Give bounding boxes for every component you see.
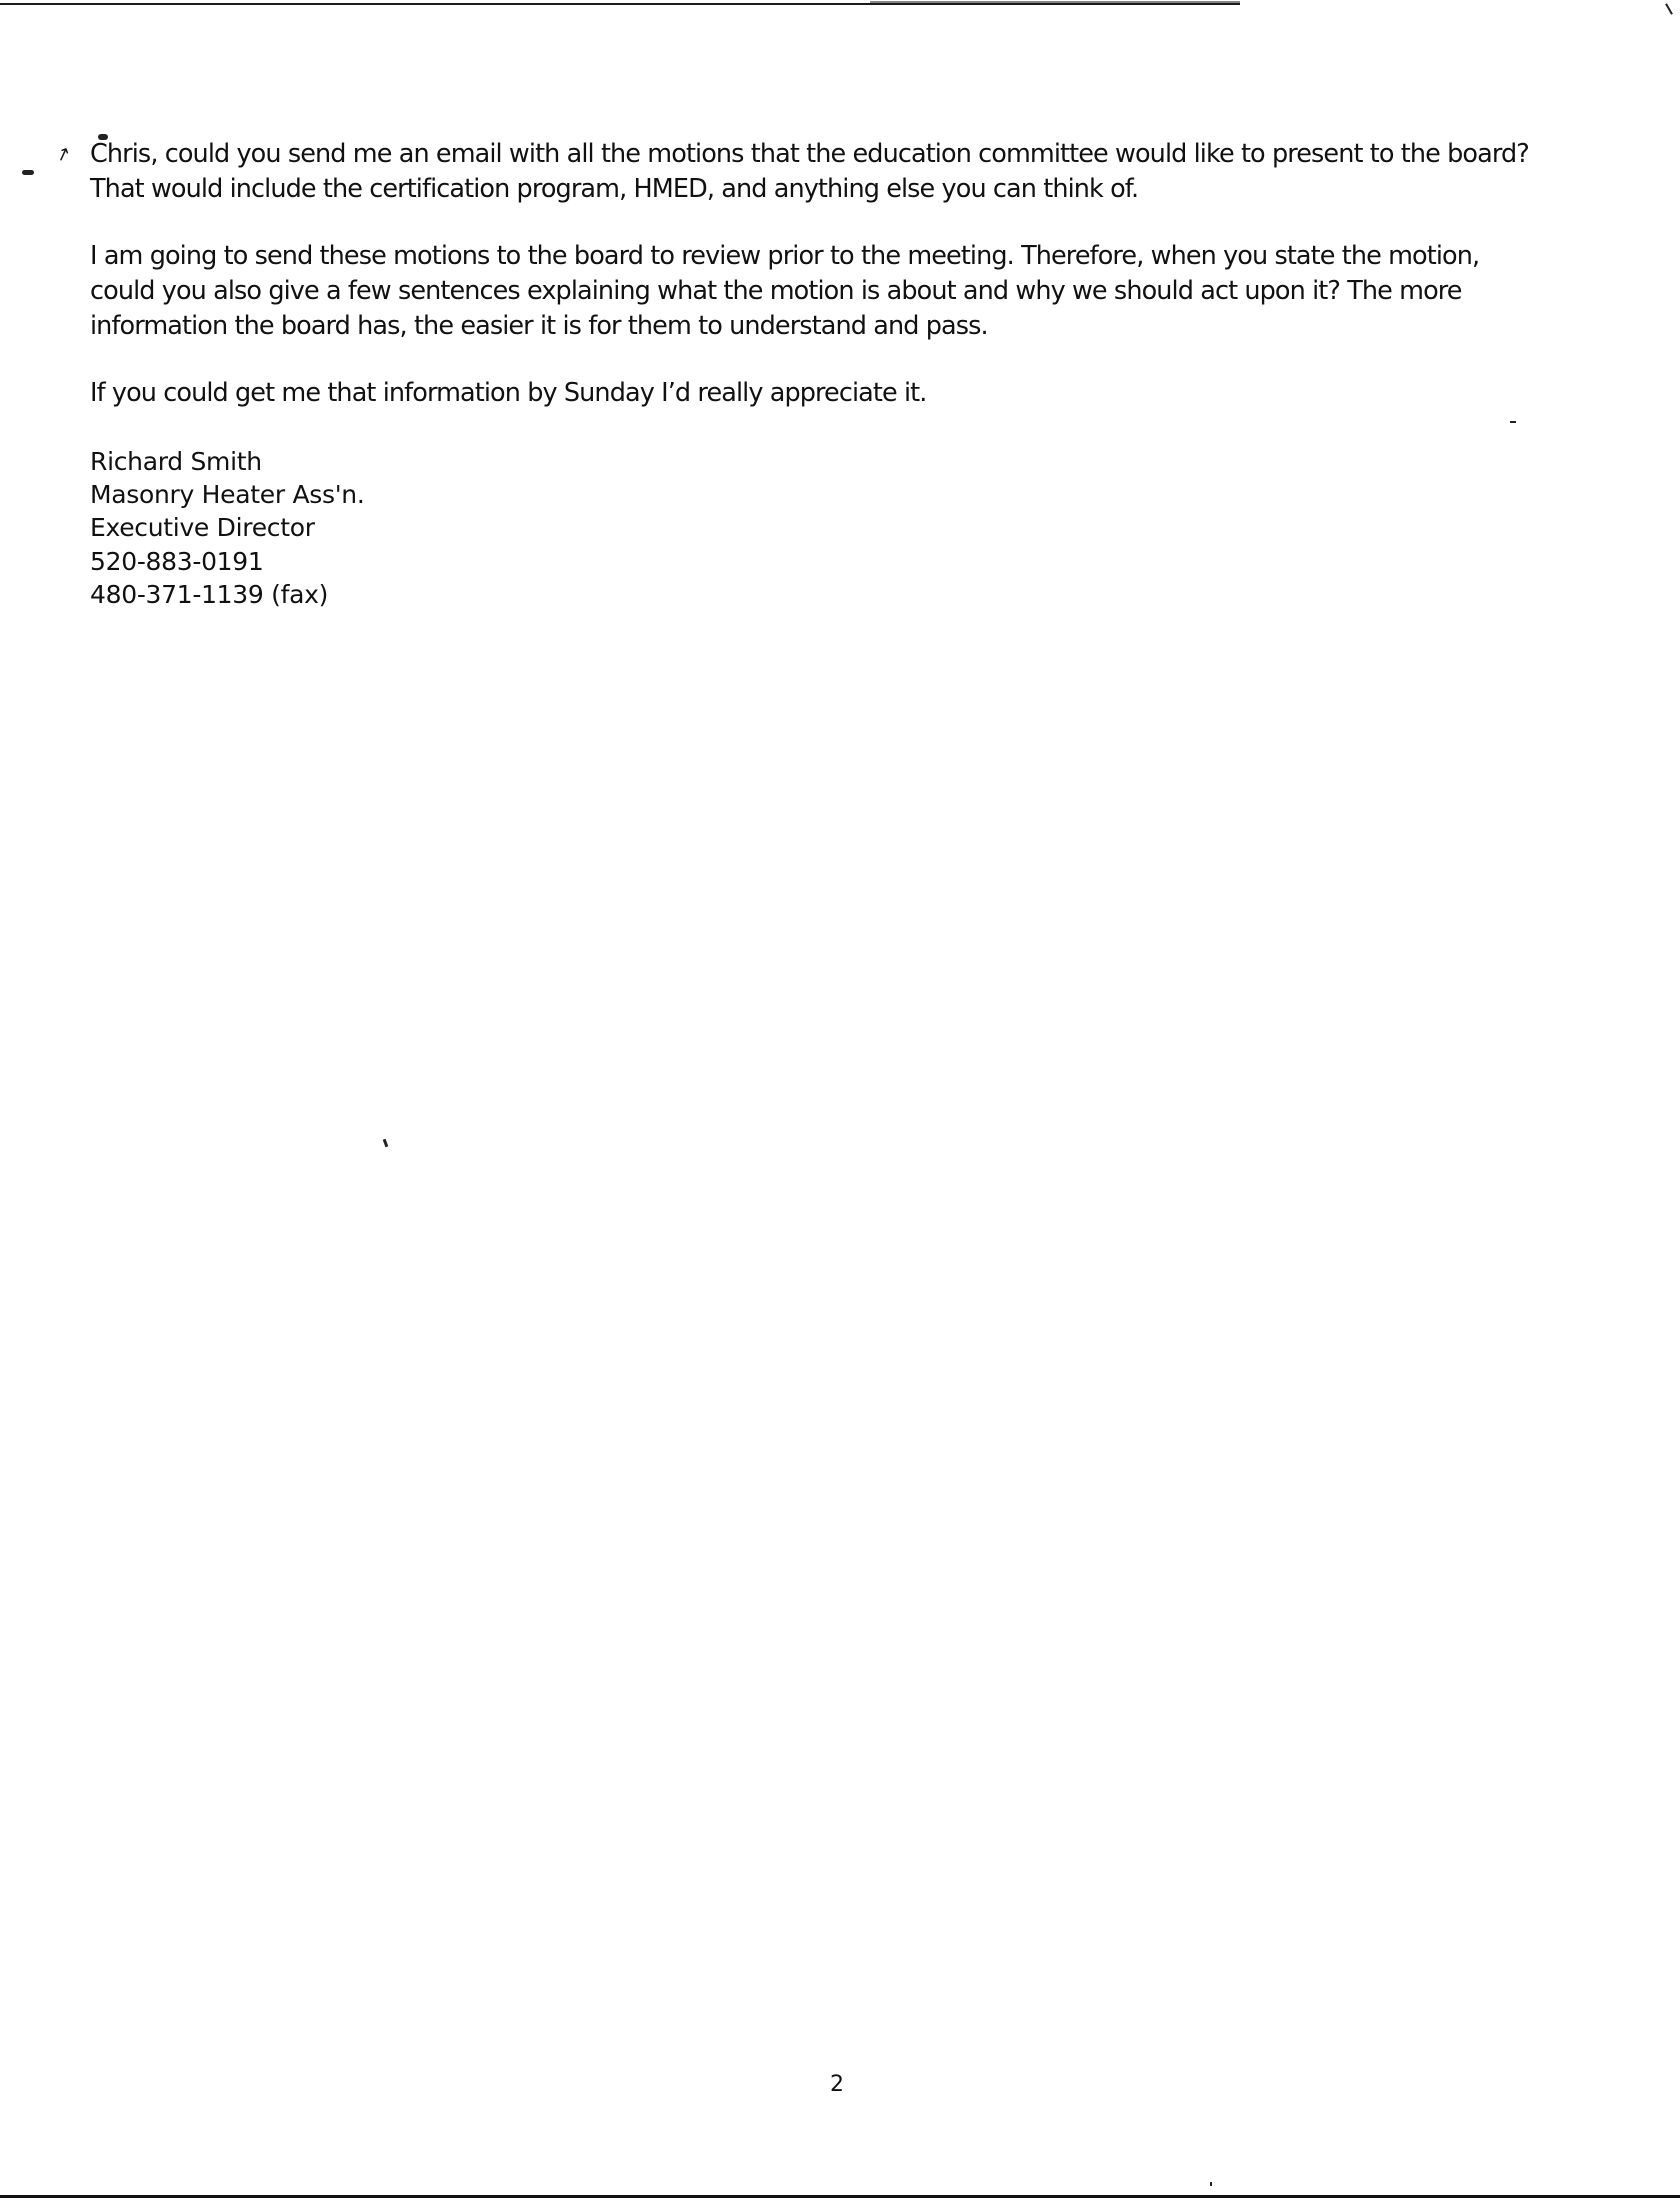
signature-phone: 520-883-0191 [90,546,264,576]
signature-organization: Masonry Heater Ass'n. [90,480,365,510]
scan-tick-mark [383,1139,389,1148]
scan-dot-mark [1210,2182,1212,2186]
scan-corner-mark [1665,3,1673,14]
paragraph-line: Chris, could you send me an email with all the motions that the education committee would like to present to the board? [90,139,1529,169]
paragraph-deadline [90,376,926,411]
paragraph-line: I am going to send these motions to the board to review prior to the meeting. Therefore, when you state the motion, [90,241,1480,271]
paragraph-line: could you also give a few sentences explaining what the motion is about and why we should act upon it? The more [90,276,1462,306]
handwritten-arrow-icon: ↗ [52,142,75,167]
signature-name: Richard Smith [90,447,262,476]
top-scan-rule [0,3,1240,5]
bottom-scan-rule [0,2195,1680,2198]
paragraph-explanation [90,239,1479,344]
paragraph-line: That would include the certification program, HMED, and anything else you can think of. [90,174,1139,204]
signature-block [90,445,365,611]
scan-smudge-mark [22,170,34,175]
top-scan-rule-faint [870,1,1240,3]
scan-dash-mark [1510,421,1516,423]
signature-title: Executive Director [90,513,315,543]
signature-fax: 480-371-1139 (fax) [90,579,329,609]
page-number: 2 [830,2072,844,2097]
paragraph-line: information the board has, the easier it is for them to understand and pass. [90,311,988,341]
paragraph-request [90,137,1529,207]
paragraph-line: If you could get me that information by Sunday I’d really appreciate it. [90,378,927,408]
